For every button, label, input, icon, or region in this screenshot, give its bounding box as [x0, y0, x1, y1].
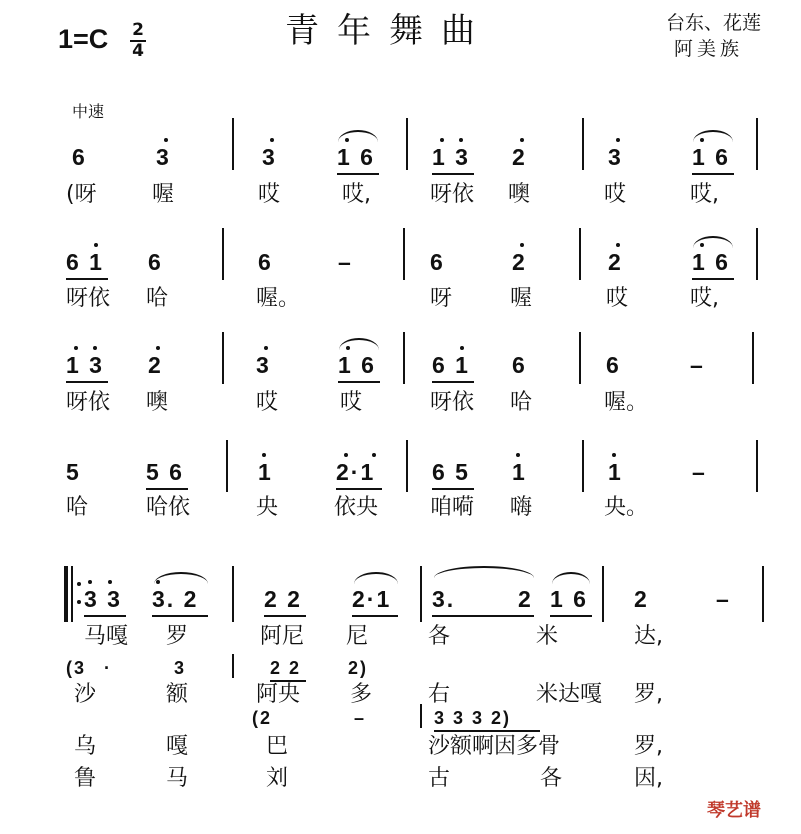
lyric: 沙 [74, 682, 97, 707]
lyric: 罗, [634, 734, 663, 759]
note: 5 [66, 459, 81, 485]
lyric: 哈 [146, 286, 169, 311]
lyric: 哎 [606, 286, 629, 311]
note: 1 6 [338, 352, 376, 378]
note: 2 2 [270, 658, 302, 678]
lyric: 因, [634, 766, 663, 791]
origin-ethnicity: 阿美族 [674, 38, 744, 60]
note: (3 [66, 658, 87, 678]
note: 2 [512, 144, 527, 170]
note: 3 [174, 658, 187, 678]
lyric: 右 [428, 682, 451, 707]
note: 3 [256, 352, 271, 378]
lyric: 喔。 [256, 286, 301, 311]
note: 6 5 [432, 459, 470, 485]
note: 1 [608, 459, 623, 485]
lyric: 喔 [510, 286, 533, 311]
note: – [354, 708, 367, 728]
lyric: 喔。 [604, 390, 649, 415]
lyric: (呀 [66, 182, 97, 207]
note: 2 [608, 249, 623, 275]
note: 2·1 [352, 586, 392, 612]
note: 6 [512, 352, 527, 378]
lyric: 各 [540, 766, 563, 791]
note: 3 [262, 144, 277, 170]
note: 1 3 [432, 144, 470, 170]
note: 1 6 [692, 249, 730, 275]
note: 2 [518, 586, 533, 612]
note: 2 [512, 249, 527, 275]
note: 3. [432, 586, 456, 612]
note: 3 [156, 144, 171, 170]
note: 5 6 [146, 459, 184, 485]
note: · [104, 658, 112, 678]
note: 3. 2 [152, 586, 199, 612]
time-signature-bottom: 4 [132, 41, 144, 61]
lyric: 呀依 [430, 182, 475, 207]
lyric: 阿央 [256, 682, 301, 707]
lyric: 哎 [258, 182, 281, 207]
note: 2·1 [336, 459, 376, 485]
note: – [692, 459, 707, 485]
lyric: 哎, [690, 182, 719, 207]
lyric: 尼 [346, 624, 369, 649]
lyric: 罗, [634, 682, 663, 707]
lyric: 沙额啊因多骨 [428, 734, 561, 759]
lyric: 央 [256, 495, 279, 520]
lyric: 依央 [334, 495, 379, 520]
tempo-marking: 中速 [72, 102, 105, 121]
note: 3 3 [84, 586, 122, 612]
origin-region: 台东、花莲 [666, 12, 762, 34]
note: 1 3 [66, 352, 104, 378]
lyric: 多 [350, 682, 373, 707]
lyric: 阿尼 [260, 624, 305, 649]
note: 1 [258, 459, 273, 485]
note: 2 2 [264, 586, 302, 612]
lyric: 乌 [74, 734, 97, 759]
note: 6 1 [66, 249, 104, 275]
lyric: 呀依 [430, 390, 475, 415]
lyric: 呀依 [66, 390, 111, 415]
time-signature [130, 22, 146, 60]
lyric: 哈 [66, 495, 89, 520]
song-title: 青年舞曲 [285, 11, 493, 51]
lyric: 哎 [340, 390, 363, 415]
note: – [690, 352, 705, 378]
note: 6 [258, 249, 273, 275]
note: – [338, 249, 353, 275]
lyric: 喔 [152, 182, 175, 207]
note: 1 [512, 459, 527, 485]
time-signature-top: 2 [132, 20, 144, 40]
lyric: 哎, [342, 182, 371, 207]
note: 1 6 [692, 144, 730, 170]
lyric: 马嘎 [84, 624, 129, 649]
lyric: 巴 [266, 734, 289, 759]
lyric: 哈 [510, 390, 533, 415]
note: – [716, 586, 731, 612]
note: 2) [348, 658, 369, 678]
lyric: 马 [166, 766, 189, 791]
note: 6 [606, 352, 621, 378]
lyric: 呀依 [66, 286, 111, 311]
lyric: 哎 [256, 390, 279, 415]
note: 1 6 [337, 144, 375, 170]
lyric: 哎, [690, 286, 719, 311]
note: 6 [430, 249, 445, 275]
lyric: 呀 [430, 286, 453, 311]
lyric: 达, [634, 624, 663, 649]
lyric: 央。 [604, 495, 649, 520]
lyric: 嗨 [510, 495, 533, 520]
lyric: 米 [536, 624, 559, 649]
lyric: 米达嘎 [536, 682, 603, 707]
key-signature: 1=C [58, 24, 109, 54]
watermark-logo: 琴艺谱 [707, 800, 761, 821]
lyric: 哎 [604, 182, 627, 207]
lyric: 古 [428, 766, 451, 791]
note: 3 3 3 2) [434, 708, 512, 728]
note: 6 1 [432, 352, 470, 378]
note: 6 [148, 249, 163, 275]
lyric: 额 [166, 682, 189, 707]
lyric: 哈依 [146, 495, 191, 520]
note: 1 6 [550, 586, 588, 612]
lyric: 噢 [146, 390, 169, 415]
lyric: 噢 [508, 182, 531, 207]
note: 2 [148, 352, 163, 378]
lyric: 各 [428, 624, 451, 649]
note: 2 [634, 586, 649, 612]
lyric: 嘎 [166, 734, 189, 759]
lyric: 罗 [166, 624, 189, 649]
note: (2 [252, 708, 273, 728]
lyric: 咱嗬 [430, 495, 475, 520]
note: 3 [608, 144, 623, 170]
note: 6 [72, 144, 87, 170]
lyric: 鲁 [74, 766, 97, 791]
lyric: 刘 [266, 766, 289, 791]
